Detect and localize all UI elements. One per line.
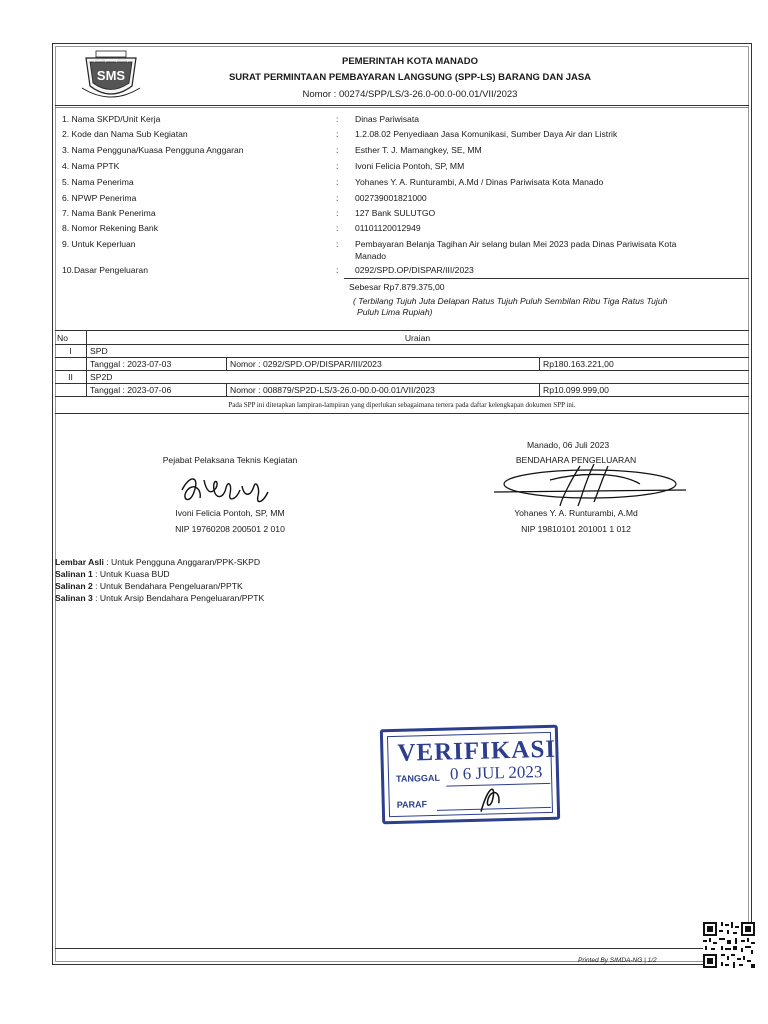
field-colon: : bbox=[336, 208, 339, 218]
field-value-keperluan-cont: Manado bbox=[355, 251, 387, 261]
table-header-no: No bbox=[57, 333, 68, 343]
field-value-pengguna-anggaran: Esther T. J. Mamangkey, SE, MM bbox=[355, 145, 482, 155]
table-bottom-border bbox=[55, 396, 749, 397]
field-label: 7. Nama Bank Penerima bbox=[62, 208, 156, 218]
field-colon: : bbox=[336, 161, 339, 171]
field-value-sub-kegiatan: 1.2.08.02 Penyediaan Jasa Komunikasi, Sumber Daya Air dan Listrik bbox=[355, 129, 618, 139]
field-label: 3. Nama Pengguna/Kuasa Pengguna Anggaran bbox=[62, 145, 244, 155]
place-date: Manado, 06 Juli 2023 bbox=[527, 440, 610, 450]
field-value-rekening: 01101120012949 bbox=[355, 223, 421, 233]
table-col-border bbox=[226, 383, 227, 396]
row-amount: Rp10.099.999,00 bbox=[543, 385, 609, 395]
document-title: SURAT PERMINTAAN PEMBAYARAN LANGSUNG (SPP-LS) BARANG DAN JASA bbox=[228, 72, 592, 83]
field-value-npwp: 002739001821000 bbox=[355, 193, 427, 203]
stamp-tanggal-label: TANGGAL bbox=[395, 772, 441, 784]
row-no: I bbox=[69, 346, 72, 356]
field-colon: : bbox=[336, 223, 339, 233]
left-signer-name: Ivoni Felicia Pontoh, SP, MM bbox=[175, 508, 285, 518]
left-signer-nip: NIP 19760208 200501 2 010 bbox=[175, 524, 285, 534]
row-amount: Rp180.163.221,00 bbox=[543, 359, 614, 369]
row-name: SP2D bbox=[90, 372, 113, 382]
distribution-item: Lembar Asli : Untuk Pengguna Anggaran/PPK-SKPD bbox=[55, 557, 261, 567]
amount-in-words-cont: Puluh Lima Rupiah) bbox=[357, 307, 433, 317]
field-label: 9. Untuk Keperluan bbox=[62, 239, 136, 249]
distribution-item: Salinan 3 : Untuk Arsip Bendahara Pengeluaran/PPTK bbox=[55, 593, 265, 603]
document-number: Nomor : 00274/SPP/LS/3-26.0-00.0-00.01/VII/2023 bbox=[302, 89, 518, 100]
stamp-paraf-label: PARAF bbox=[396, 799, 428, 810]
field-label: 6. NPWP Penerima bbox=[62, 193, 137, 203]
field-label: 1. Nama SKPD/Unit Kerja bbox=[62, 114, 161, 124]
field-colon: : bbox=[336, 239, 339, 249]
row-nomor: Nomor : 0292/SPD.OP/DISPAR/III/2023 bbox=[230, 359, 382, 369]
footer-divider bbox=[55, 948, 749, 949]
printed-by: Printed By SIMDA-NG | 1/2 bbox=[578, 957, 657, 964]
svg-text:SMS: SMS bbox=[96, 68, 126, 83]
amount-total: Sebesar Rp7.879.375,00 bbox=[349, 282, 445, 292]
field-value-keperluan: Pembayaran Belanja Tagihan Air selang bulan Mei 2023 pada Dinas Pariwisata Kota bbox=[355, 239, 677, 249]
amount-in-words: ( Terbilang Tujuh Juta Delapan Ratus Tujuh Puluh Sembilan Ribu Tiga Ratus Tujuh bbox=[353, 296, 668, 306]
row-no: II bbox=[68, 372, 73, 382]
field-label: 8. Nomor Rekening Bank bbox=[62, 223, 159, 233]
stamp-title: VERIFIKASI bbox=[397, 735, 557, 767]
government-name: PEMERINTAH KOTA MANADO bbox=[342, 56, 478, 67]
field-colon: : bbox=[336, 114, 339, 124]
right-signature-icon bbox=[490, 462, 690, 510]
field-label: 10.Dasar Pengeluaran bbox=[62, 265, 148, 275]
field-value-pptk: Ivoni Felicia Pontoh, SP, MM bbox=[355, 161, 465, 171]
field-value-skpd: Dinas Pariwisata bbox=[355, 114, 419, 124]
table-row-border bbox=[55, 383, 749, 384]
field-label: 2. Kode dan Nama Sub Kegiatan bbox=[62, 129, 188, 139]
field-label: 5. Nama Penerima bbox=[62, 177, 134, 187]
field-colon: : bbox=[336, 177, 339, 187]
divider bbox=[55, 107, 749, 108]
table-col-border bbox=[539, 357, 540, 370]
row-nomor: Nomor : 008879/SP2D-LS/3-26.0-00.0-00.01/VII/2023 bbox=[230, 385, 435, 395]
verification-stamp bbox=[380, 725, 560, 825]
table-top-border bbox=[55, 330, 749, 331]
distribution-item: Salinan 1 : Untuk Kuasa BUD bbox=[55, 569, 170, 579]
qr-code-icon bbox=[703, 922, 755, 968]
field-label: 4. Nama PPTK bbox=[62, 161, 120, 171]
attachment-note: Pada SPP ini ditetapkan lampiran-lampiran yang diperlukan sebagaimana tertera pada daftar kelengkapan dokumen SPP ini. bbox=[228, 401, 576, 409]
city-emblem-icon bbox=[80, 50, 142, 102]
left-signer-title: Pejabat Pelaksana Teknis Kegiatan bbox=[162, 455, 298, 465]
field-value-bank: 127 Bank SULUTGO bbox=[355, 208, 436, 218]
row-tanggal: Tanggal : 2023-07-03 bbox=[90, 359, 172, 369]
table-header-border bbox=[55, 344, 749, 345]
table-col-border bbox=[539, 383, 540, 396]
divider bbox=[344, 278, 749, 279]
row-tanggal: Tanggal : 2023-07-06 bbox=[90, 385, 172, 395]
right-signer-nip: NIP 19810101 201001 1 012 bbox=[521, 524, 631, 534]
right-signer-title: BENDAHARA PENGELUARAN bbox=[515, 455, 637, 465]
field-colon: : bbox=[336, 193, 339, 203]
field-colon: : bbox=[336, 145, 339, 155]
divider bbox=[55, 105, 749, 106]
field-colon: : bbox=[336, 129, 339, 139]
field-value-dasar: 0292/SPD.OP/DISPAR/III/2023 bbox=[355, 265, 474, 275]
table-col-border bbox=[226, 357, 227, 370]
divider bbox=[55, 413, 749, 414]
field-value-penerima: Yohanes Y. A. Runturambi, A.Md / Dinas Pariwisata Kota Manado bbox=[355, 177, 604, 187]
field-colon: : bbox=[336, 265, 339, 275]
left-signature-icon bbox=[176, 470, 272, 510]
table-row-border bbox=[55, 357, 749, 358]
table-row-border bbox=[55, 370, 749, 371]
stamp-tanggal-value: 0 6 JUL 2023 bbox=[449, 762, 543, 784]
table-header-uraian: Uraian bbox=[404, 333, 431, 343]
right-signer-name: Yohanes Y. A. Runturambi, A.Md bbox=[514, 508, 638, 518]
stamp-paraf-signature-icon bbox=[470, 781, 511, 816]
row-name: SPD bbox=[90, 346, 108, 356]
distribution-item: Salinan 2 : Untuk Bendahara Pengeluaran/PPTK bbox=[55, 581, 243, 591]
